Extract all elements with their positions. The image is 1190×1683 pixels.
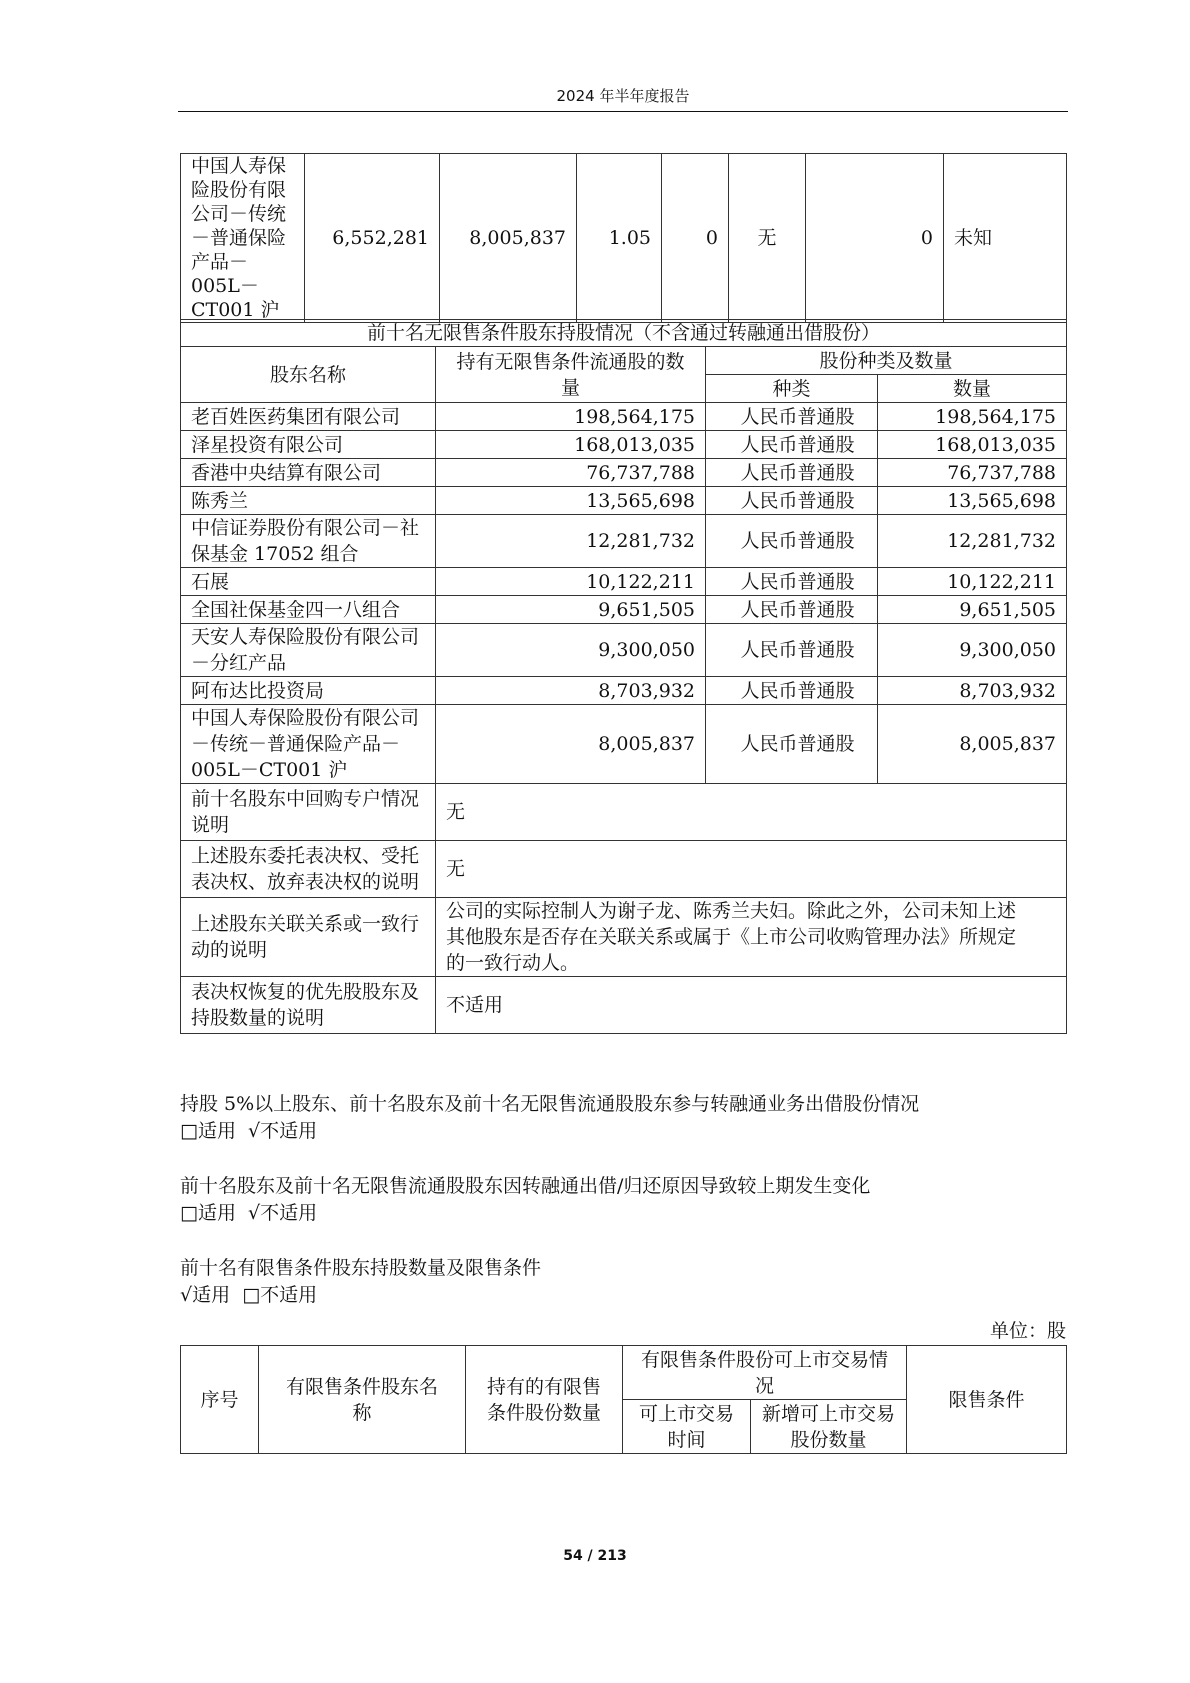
section-restricted-options — [180, 1282, 317, 1309]
share-type-cell: 人民币普通股 — [706, 568, 878, 596]
column-header: 数量 — [878, 375, 1067, 403]
table-row — [181, 677, 1067, 705]
share-amount-cell: 168,013,035 — [878, 431, 1067, 459]
share-type-cell: 人民币普通股 — [706, 403, 878, 431]
unrestricted-holders-table — [180, 319, 1067, 1034]
holder-name-cell: 泽星投资有限公司 — [181, 431, 436, 459]
note-row — [181, 841, 1067, 898]
page-header: 2024 年半年度报告 — [178, 84, 1068, 112]
share-type-cell: 人民币普通股 — [706, 431, 878, 459]
section-lending-title: 持股 5%以上股东、前十名股东及前十名无限售流通股股东参与转融通业务出借股份情况 — [180, 1093, 920, 1115]
table-row — [181, 459, 1067, 487]
note-row — [181, 898, 1067, 977]
share-type-cell: 人民币普通股 — [706, 515, 878, 568]
holder-name-cell: 阿布达比投资局 — [181, 677, 436, 705]
table-title: 前十名无限售条件股东持股情况（不含通过转融通出借股份） — [181, 320, 1067, 347]
quantity-cell: 10,122,211 — [436, 568, 706, 596]
section-change-options — [180, 1200, 317, 1227]
value-cell: 1.05 — [577, 154, 662, 323]
column-header: 股份种类及数量 — [706, 347, 1067, 375]
share-amount-cell: 198,564,175 — [878, 403, 1067, 431]
note-label: 上述股东委托表决权、受托表决权、放弃表决权的说明 — [181, 841, 436, 898]
value-cell: 0 — [806, 154, 944, 323]
quantity-cell: 198,564,175 — [436, 403, 706, 431]
note-label: 前十名股东中回购专户情况说明 — [181, 784, 436, 841]
option-applicable: √适用 — [180, 1284, 231, 1306]
page-number: 54 / 213 — [563, 1548, 627, 1564]
quantity-cell: 9,300,050 — [436, 624, 706, 677]
column-header: 有限售条件股份可上市交易情况 — [623, 1346, 907, 1400]
share-type-cell: 人民币普通股 — [706, 487, 878, 515]
share-amount-cell: 8,005,837 — [878, 705, 1067, 784]
column-header: 限售条件 — [907, 1346, 1067, 1454]
share-amount-cell: 8,703,932 — [878, 677, 1067, 705]
share-type-cell: 人民币普通股 — [706, 596, 878, 624]
table-row — [181, 705, 1067, 784]
column-header: 持有的有限售条件股份数量 — [466, 1346, 623, 1454]
table-row — [181, 403, 1067, 431]
note-row — [181, 784, 1067, 841]
section-change-title: 前十名股东及前十名无限售流通股股东因转融通出借/归还原因导致较上期发生变化 — [180, 1175, 871, 1197]
quantity-cell: 168,013,035 — [436, 431, 706, 459]
table-header-row — [181, 1346, 1067, 1400]
column-header: 持有无限售条件流通股的数量 — [436, 347, 706, 403]
share-amount-cell: 9,651,505 — [878, 596, 1067, 624]
unit-label: 单位：股 — [989, 1320, 1066, 1342]
table-row — [181, 624, 1067, 677]
option-applicable: □适用 — [180, 1120, 236, 1142]
share-type-cell: 人民币普通股 — [706, 705, 878, 784]
note-label: 表决权恢复的优先股股东及持股数量的说明 — [181, 977, 436, 1034]
share-amount-cell: 10,122,211 — [878, 568, 1067, 596]
share-amount-cell: 76,737,788 — [878, 459, 1067, 487]
holder-name-cell: 全国社保基金四一八组合 — [181, 596, 436, 624]
share-type-cell: 人民币普通股 — [706, 677, 878, 705]
note-value: 不适用 — [436, 977, 1067, 1034]
table-row — [181, 431, 1067, 459]
share-amount-cell: 13,565,698 — [878, 487, 1067, 515]
table-row — [181, 596, 1067, 624]
table-header-row — [181, 347, 1067, 375]
holder-name-cell: 石展 — [181, 568, 436, 596]
value-cell: 8,005,837 — [440, 154, 577, 323]
option-not-applicable: √不适用 — [248, 1202, 318, 1224]
holder-name-cell: 天安人寿保险股份有限公司－分红产品 — [181, 624, 436, 677]
note-row — [181, 977, 1067, 1034]
holder-name-cell: 中国人寿保险股份有限公司－传统－普通保险产品－005L－CT001 沪 — [181, 705, 436, 784]
quantity-cell: 9,651,505 — [436, 596, 706, 624]
value-cell: 无 — [729, 154, 806, 323]
quantity-cell: 13,565,698 — [436, 487, 706, 515]
holder-name-cell: 中国人寿保险股份有限公司－传统－普通保险产品－005L－CT001 沪 — [181, 154, 305, 323]
table-row — [181, 568, 1067, 596]
quantity-cell: 8,005,837 — [436, 705, 706, 784]
column-header: 新增可上市交易股份数量 — [751, 1400, 907, 1454]
column-header: 可上市交易时间 — [623, 1400, 751, 1454]
holder-name-cell: 陈秀兰 — [181, 487, 436, 515]
value-cell: 0 — [662, 154, 729, 323]
section-restricted-title: 前十名有限售条件股东持股数量及限售条件 — [180, 1257, 542, 1279]
holder-name-cell: 老百姓医药集团有限公司 — [181, 403, 436, 431]
column-header: 有限售条件股东名称 — [259, 1346, 466, 1454]
share-type-cell: 人民币普通股 — [706, 624, 878, 677]
table-row — [181, 515, 1067, 568]
note-label: 上述股东关联关系或一致行动的说明 — [181, 898, 436, 977]
option-not-applicable: □不适用 — [242, 1284, 318, 1306]
share-amount-cell: 12,281,732 — [878, 515, 1067, 568]
holder-name-cell: 中信证券股份有限公司－社保基金 17052 组合 — [181, 515, 436, 568]
option-applicable: □适用 — [180, 1202, 236, 1224]
column-header: 股东名称 — [181, 347, 436, 403]
note-value: 无 — [436, 841, 1067, 898]
section-lending-options — [180, 1118, 317, 1145]
option-not-applicable: √不适用 — [248, 1120, 318, 1142]
table-row — [181, 154, 1067, 323]
column-header: 序号 — [181, 1346, 259, 1454]
quantity-cell: 8,703,932 — [436, 677, 706, 705]
holder-name-cell: 香港中央结算有限公司 — [181, 459, 436, 487]
note-value: 公司的实际控制人为谢子龙、陈秀兰夫妇。除此之外，公司未知上述其他股东是否存在关联关系或属于《上市公司收购管理办法》所规定的一致行动人。 — [436, 898, 1067, 977]
note-value: 无 — [436, 784, 1067, 841]
table-row — [181, 487, 1067, 515]
share-type-cell: 人民币普通股 — [706, 459, 878, 487]
restricted-holders-table — [180, 1345, 1067, 1454]
column-header: 种类 — [706, 375, 878, 403]
share-amount-cell: 9,300,050 — [878, 624, 1067, 677]
top-holder-table — [180, 153, 1067, 323]
table-title-row — [181, 320, 1067, 347]
value-cell: 未知 — [944, 154, 1067, 323]
value-cell: 6,552,281 — [305, 154, 440, 323]
quantity-cell: 76,737,788 — [436, 459, 706, 487]
quantity-cell: 12,281,732 — [436, 515, 706, 568]
